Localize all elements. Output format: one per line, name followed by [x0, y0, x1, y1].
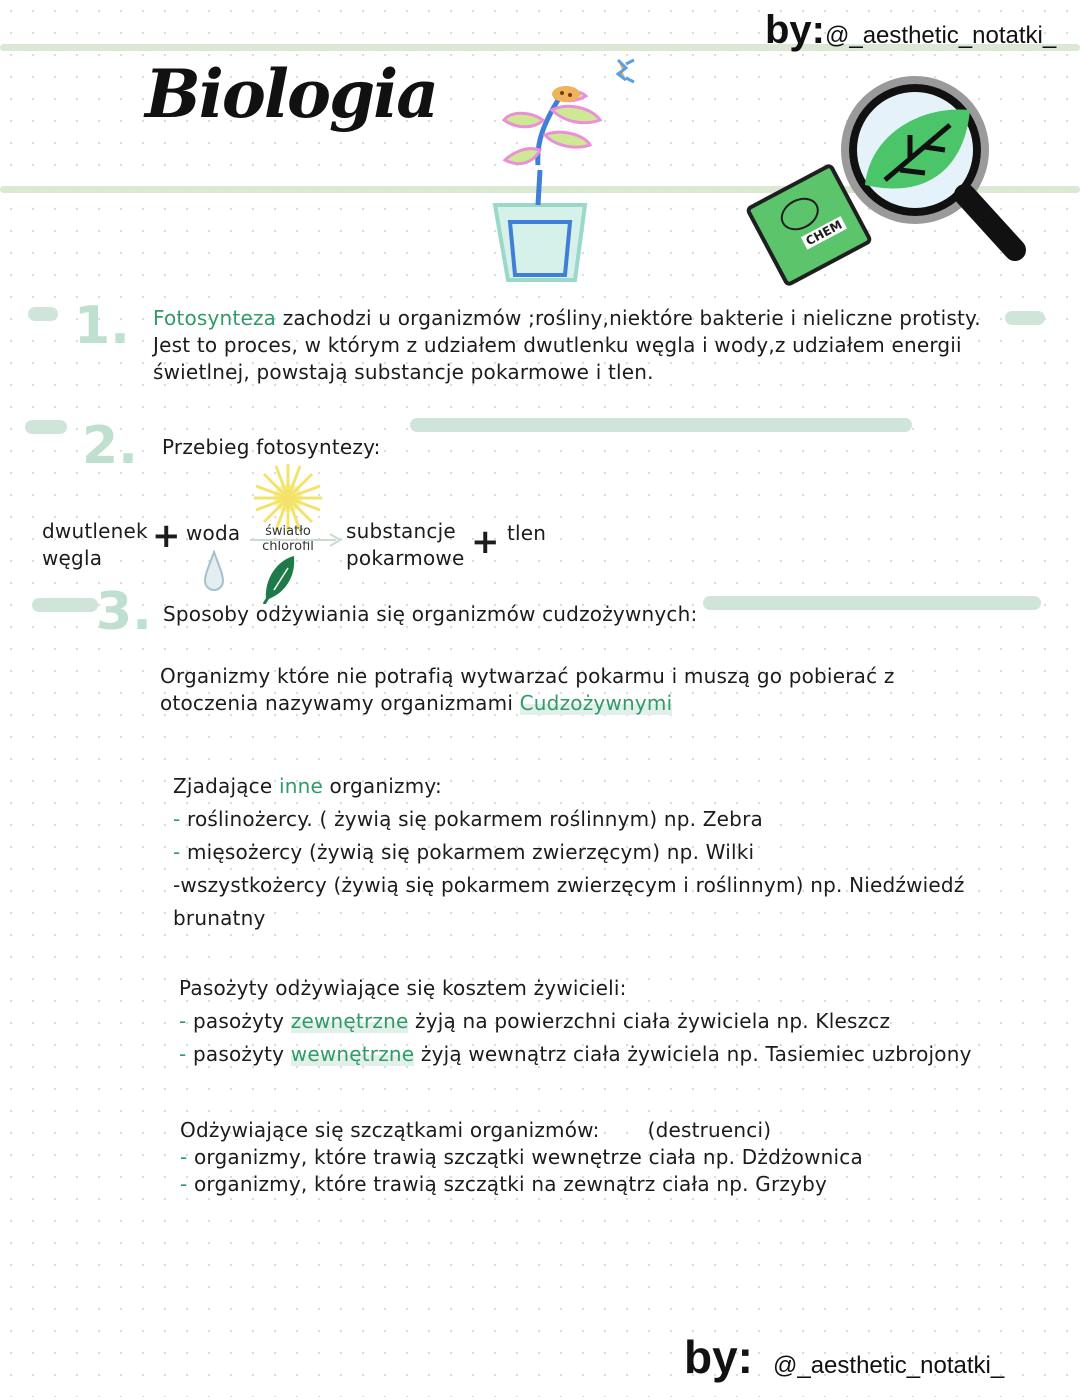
- section1-line1-rest: zachodzi u organizmów ;rośliny,niektóre bakterie i nieliczne protisty.: [276, 306, 981, 330]
- list-item: [180, 1171, 1060, 1198]
- plant-illustration: [490, 50, 650, 285]
- leaf-icon: [258, 552, 298, 604]
- section1-line3: świetlnej, powstają substancje pokarmowe i tlen.: [153, 360, 654, 384]
- section1-line2: Jest to proces, w którym z udziałem dwutlenku węgla i wody,z udziałem energii: [153, 333, 962, 357]
- section1-number: 1.: [74, 296, 130, 356]
- decomposers-note: (destruenci): [647, 1118, 772, 1142]
- carnivores-text: mięsożercy (żywią się pokarmem zwierzęcym) np. Wilki: [186, 840, 755, 864]
- group-decomposers-heading: [180, 1117, 1060, 1144]
- page-title: Biologia: [145, 55, 437, 133]
- endoparasite-term: wewnętrzne: [290, 1042, 415, 1066]
- definition-line2: [160, 690, 1040, 717]
- group-parasites: [179, 972, 1059, 1071]
- bullet-dash: -: [173, 807, 187, 831]
- section3-definition: [160, 663, 1040, 717]
- plus-sign-2: +: [471, 522, 500, 562]
- list-item: [173, 803, 1053, 836]
- ectoparasite-term: zewnętrzne: [290, 1009, 409, 1033]
- bullet-dash: -: [180, 1145, 194, 1169]
- reaction-arrow: [248, 530, 344, 550]
- list-item: [179, 1038, 1059, 1071]
- section2-number: 2.: [82, 416, 138, 476]
- endoparasite-prefix: pasożyty: [192, 1042, 291, 1066]
- by-label-bottom: by:: [684, 1331, 753, 1383]
- group-consumers-heading: [173, 770, 1053, 803]
- chem-label: CHEM: [801, 216, 847, 249]
- decomposer-internal-text: organizmy, które trawią szczątki wewnętrze ciała np. Dżdżownica: [193, 1145, 863, 1169]
- reactant-co2-line1: dwutlenek: [42, 519, 148, 543]
- condition-chlorophyll: chlorofil: [262, 539, 314, 554]
- product-nutrients-line1: substancje: [346, 519, 456, 543]
- product-nutrients-line2: pokarmowe: [346, 546, 465, 570]
- reactant-water: woda: [186, 521, 241, 545]
- section2-marker: [25, 420, 67, 434]
- section1-marker: [28, 307, 58, 321]
- group-consumers: [173, 770, 1053, 935]
- group1-heading-suffix: organizmy:: [322, 774, 442, 798]
- group1-heading-prefix: Zjadające: [173, 774, 279, 798]
- group1-heading-accent: inne: [278, 774, 323, 798]
- definition-line1: Organizmy które nie potrafią wytwarzać pokarmu i muszą go pobierać z: [160, 664, 895, 688]
- byline-bottom: [684, 1330, 1004, 1384]
- herbivores-text: roślinożercy. ( żywią się pokarmem roślinnym) np. Zebra: [186, 807, 763, 831]
- bullet-dash: -: [179, 1042, 193, 1066]
- group-decomposers: [180, 1117, 1060, 1198]
- handle-bottom: @_aesthetic_notatki_: [773, 1352, 1005, 1379]
- reactant-co2-line2: węgla: [42, 546, 103, 570]
- bullet-dash: -: [173, 840, 187, 864]
- list-item: [180, 1144, 1060, 1171]
- plus-sign-1: +: [152, 516, 181, 556]
- section2-heading: Przebieg fotosyntezy:: [162, 435, 381, 459]
- section3-heading: Sposoby odżywiania się organizmów cudzożywnych:: [163, 602, 698, 626]
- section3-rule: [703, 596, 1041, 610]
- bullet-dash: -: [180, 1172, 194, 1196]
- handle-top: @_aesthetic_notatki_: [825, 22, 1057, 49]
- omnivores-line2: brunatny: [173, 906, 266, 930]
- decomposer-external-text: organizmy, które trawią szczątki na zewnątrz ciała np. Grzyby: [193, 1172, 828, 1196]
- section1-paragraph: [153, 305, 1053, 386]
- section2-rule: [410, 418, 912, 432]
- section3-marker: [32, 598, 98, 612]
- term-cudzozywne: Cudzożywnymi: [519, 691, 673, 715]
- bullet-dash: -: [179, 1009, 193, 1033]
- group-parasites-heading: Pasożyty odżywiające się kosztem żywicieli:: [179, 976, 627, 1000]
- water-drop-icon: [203, 550, 225, 592]
- product-oxygen: tlen: [507, 521, 547, 545]
- section1-line1: [153, 305, 1053, 332]
- definition-line2-prefix: otoczenia nazywamy organizmami: [160, 691, 520, 715]
- reactant-co2: [42, 518, 148, 572]
- magnifier-leaf-illustration: [830, 65, 1030, 265]
- term-fotosynteza: Fotosynteza: [153, 306, 277, 330]
- product-nutrients: [346, 518, 464, 572]
- list-item: [179, 1005, 1059, 1038]
- omnivores-line1: -wszystkożercy (żywią się pokarmem zwierzęcym i roślinnym) np. Niedźwiedź: [173, 873, 965, 897]
- by-label: by:: [765, 8, 825, 52]
- list-item: [173, 836, 1053, 869]
- byline-top: [765, 8, 1056, 53]
- decomposers-heading-text: Odżywiające się szczątkami organizmów:: [180, 1118, 600, 1142]
- condition-light: światło: [265, 524, 311, 539]
- section3-number: 3.: [96, 582, 152, 642]
- ectoparasite-suffix: żyją na powierzchni ciała żywiciela np. Kleszcz: [408, 1009, 891, 1033]
- ectoparasite-prefix: pasożyty: [192, 1009, 291, 1033]
- endoparasite-suffix: żyją wewnątrz ciała żywiciela np. Tasiemiec uzbrojony: [414, 1042, 972, 1066]
